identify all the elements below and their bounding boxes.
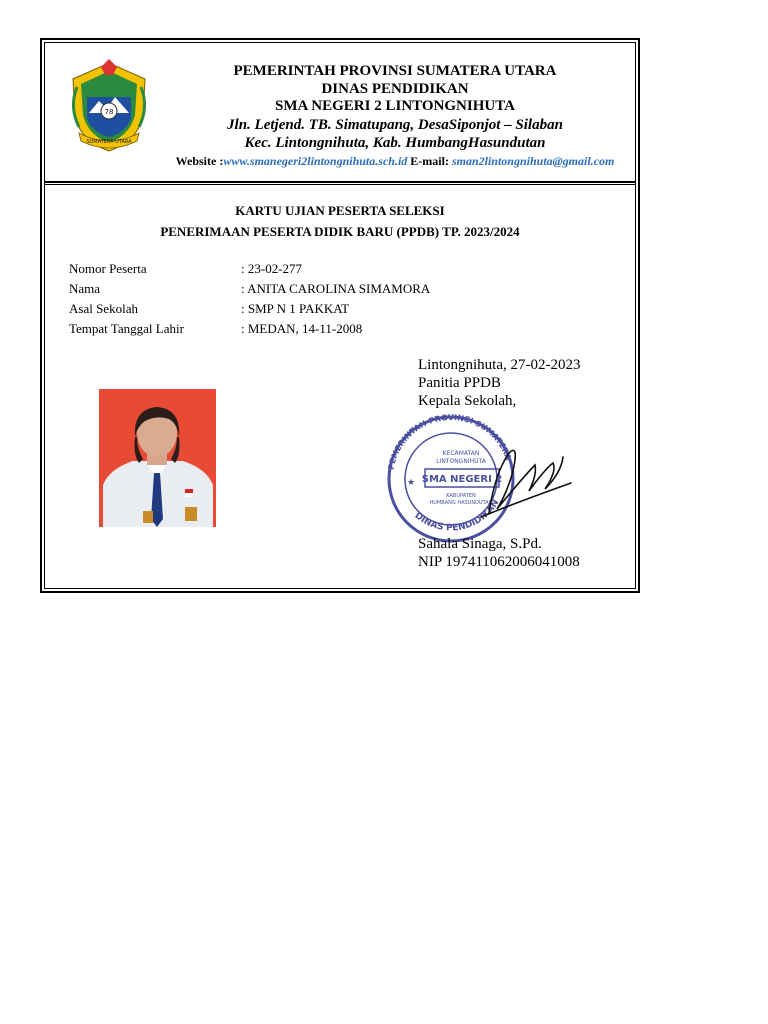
stamp-district: LINTONGNIHUTA [436, 458, 486, 465]
stamp-star-icon: ★ [407, 478, 416, 488]
committee-name: Panitia PPDB [418, 375, 501, 391]
field-value: : 23-02-277 [241, 261, 303, 276]
field-value: : ANITA CAROLINA SIMAMORA [241, 281, 431, 296]
participant-info [69, 261, 489, 341]
signer-role: Kepala Sekolah, [418, 393, 517, 409]
province-emblem-logo [67, 57, 151, 153]
official-stamp-and-signature [385, 413, 575, 543]
signer-nip: NIP 197411062006041008 [418, 554, 580, 570]
header-divider [45, 181, 635, 185]
stamp-ring-top: PEMERINTAH PROVINSI SUMATERA [386, 413, 514, 471]
exam-card [40, 38, 640, 593]
school-name: SMA NEGERI 2 LINTONGNIHUTA [275, 98, 515, 114]
contact-line [155, 152, 635, 170]
field-value: : SMP N 1 PAKKAT [241, 301, 350, 316]
card-inner-border [44, 42, 636, 589]
field-label: Nomor Peserta [69, 261, 147, 276]
svg-text:78: 78 [104, 108, 114, 116]
field-label: Nama [69, 281, 101, 296]
field-value: : MEDAN, 14-11-2008 [241, 321, 363, 336]
letterhead [45, 43, 635, 181]
info-row-birth [69, 321, 489, 341]
place-date: Lintongnihuta, 27-02-2023 [418, 357, 581, 373]
field-label: Tempat Tanggal Lahir [69, 321, 184, 336]
logo-banner-text: SUMATERA UTARA [86, 139, 132, 145]
info-row-number [69, 261, 489, 281]
participant-photo [99, 389, 216, 527]
stamp-school: SMA NEGERI 2 [421, 474, 503, 485]
email-label: E-mail: [407, 153, 452, 168]
email-link[interactable]: sman2lintongnihuta@gmail.com [451, 153, 615, 168]
signer-details [418, 535, 580, 571]
stamp-ring-bottom: DINAS PENDIDIKAN [412, 498, 502, 534]
website-link[interactable]: www.smanegeri2lintongnihuta.sch.id [223, 153, 408, 168]
stamp-kabupaten: KABUPATEN [446, 493, 476, 499]
stamp-regency: HUMBANG HASUNDUTAN [429, 500, 493, 506]
signature-block [418, 356, 580, 410]
address-line-2: Kec. Lintongnihuta, Kab. HumbangHasundutan [244, 134, 546, 151]
address-line-1: Jln. Letjend. TB. Simatupang, DesaSiponjot – Silaban [227, 116, 563, 133]
info-row-school [69, 301, 489, 321]
department-name: DINAS PENDIDIKAN [321, 80, 469, 97]
letterhead-text [155, 63, 635, 170]
card-title: KARTU UJIAN PESERTA SELEKSI [235, 203, 445, 218]
signer-name: Sahala Sinaga, S.Pd. [418, 536, 542, 552]
field-label: Asal Sekolah [69, 301, 138, 316]
stamp-kecamatan: KECAMATAN [442, 450, 480, 457]
government-name: PEMERINTAH PROVINSI SUMATERA UTARA [233, 63, 557, 79]
info-row-name [69, 281, 489, 301]
card-subtitle: PENERIMAAN PESERTA DIDIK BARU (PPDB) TP. 2023/2024 [160, 224, 520, 239]
website-label: Website : [175, 153, 224, 168]
